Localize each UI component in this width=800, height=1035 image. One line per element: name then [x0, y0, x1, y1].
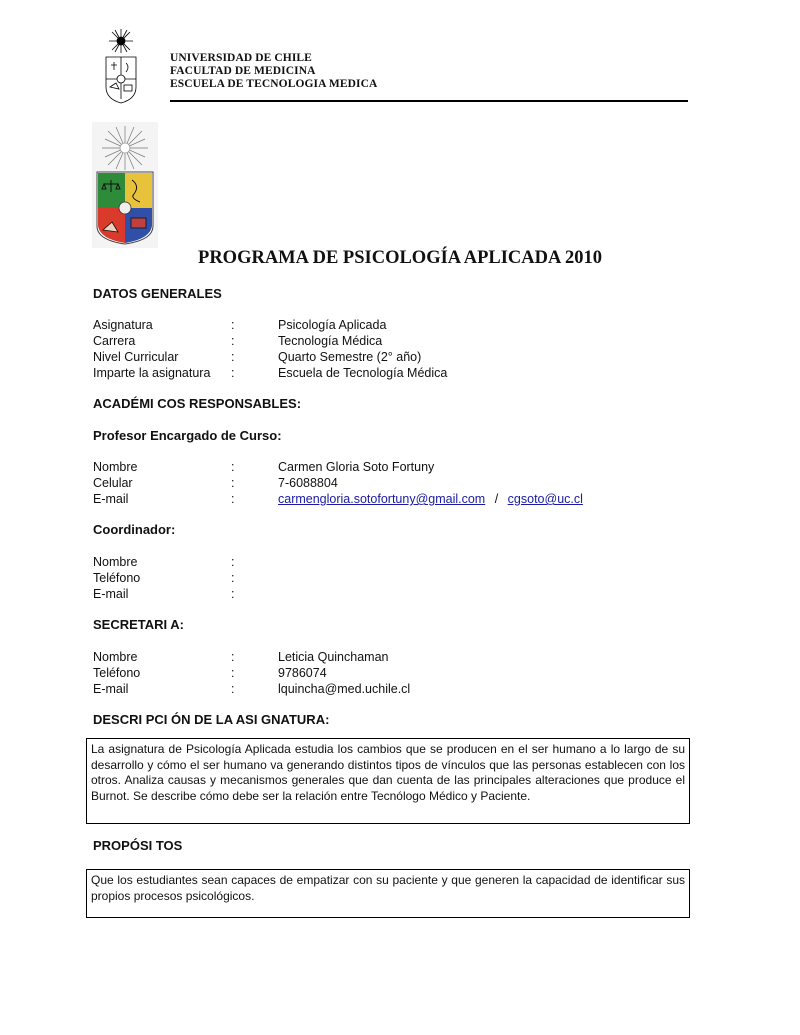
label: Celular: [93, 476, 133, 490]
email-link-gmail[interactable]: carmengloria.sotofortuny@gmail.com: [278, 492, 486, 506]
colon: :: [231, 650, 235, 664]
university-crest-small-icon: [100, 27, 142, 105]
value: Escuela de Tecnología Médica: [278, 366, 448, 380]
value: Leticia Quinchaman: [278, 650, 389, 664]
colon: :: [231, 682, 235, 696]
label: Nombre: [93, 650, 138, 664]
colon: :: [231, 460, 235, 474]
header-faculty: FACULTAD DE MEDICINA: [170, 65, 316, 77]
label: Nombre: [93, 460, 138, 474]
colon: :: [231, 350, 235, 364]
label: E-mail: [93, 492, 129, 506]
section-propositos: PROPÓSI TOS: [93, 838, 183, 853]
value: lquincha@med.uchile.cl: [278, 682, 411, 696]
colon: :: [231, 318, 235, 332]
label: Nombre: [93, 555, 138, 569]
value: 9786074: [278, 666, 327, 680]
value: Psicología Aplicada: [278, 318, 387, 332]
section-profesor: Profesor Encargado de Curso:: [93, 428, 282, 443]
colon: :: [231, 666, 235, 680]
label: Teléfono: [93, 571, 141, 585]
label: Teléfono: [93, 666, 141, 680]
value: [278, 491, 583, 507]
colon: :: [231, 571, 235, 585]
section-academicos: ACADÉMI COS RESPONSABLES:: [93, 396, 302, 411]
colon: :: [231, 476, 235, 490]
section-descripcion: DESCRI PCI ÓN DE LA ASI GNATURA:: [93, 712, 330, 727]
colon: :: [231, 492, 235, 506]
value: Carmen Gloria Soto Fortuny: [278, 460, 435, 474]
section-datos-generales: DATOS GENERALES: [93, 286, 222, 301]
colon: :: [231, 587, 235, 601]
colon: :: [231, 555, 235, 569]
label: Carrera: [93, 334, 136, 348]
section-coordinador: Coordinador:: [93, 522, 176, 537]
header-rule: [170, 100, 688, 102]
value: Tecnología Médica: [278, 334, 383, 348]
email-separator: /: [494, 492, 499, 506]
header-university: UNIVERSIDAD DE CHILE: [170, 52, 312, 64]
colon: :: [231, 334, 235, 348]
label: Asignatura: [93, 318, 153, 332]
label: Imparte la asignatura: [93, 366, 211, 380]
label: Nivel Curricular: [93, 350, 179, 364]
email-link-uc[interactable]: cgsoto@uc.cl: [507, 492, 583, 506]
section-secretaria: SECRETARI A:: [93, 617, 184, 632]
descripcion-box: La asignatura de Psicología Aplicada estudia los cambios que se producen en el ser humano a lo largo de su desarrollo y cómo el ser humano va generando distintos tipos de vínculos que las personas establecen con los otros. Analiza causas y mecanismos generales que dan cuenta de las principales alteraciones que produce el Burnot. Se describe cómo debe ser la relación entre Tecnólogo Médico y Paciente.: [86, 738, 690, 824]
colon: :: [231, 366, 235, 380]
page-title: PROGRAMA DE PSICOLOGÍA APLICADA 2010: [198, 248, 602, 268]
header-school: ESCUELA DE TECNOLOGIA MEDICA: [170, 78, 378, 90]
label: E-mail: [93, 587, 129, 601]
university-crest-color-icon: [92, 122, 158, 248]
value: 7-6088804: [278, 476, 338, 490]
label: E-mail: [93, 682, 129, 696]
propositos-box: Que los estudiantes sean capaces de empatizar con su paciente y que generen la capacidad de identificar sus propios procesos psicológicos.: [86, 869, 690, 918]
value: Quarto Semestre (2° año): [278, 350, 422, 364]
